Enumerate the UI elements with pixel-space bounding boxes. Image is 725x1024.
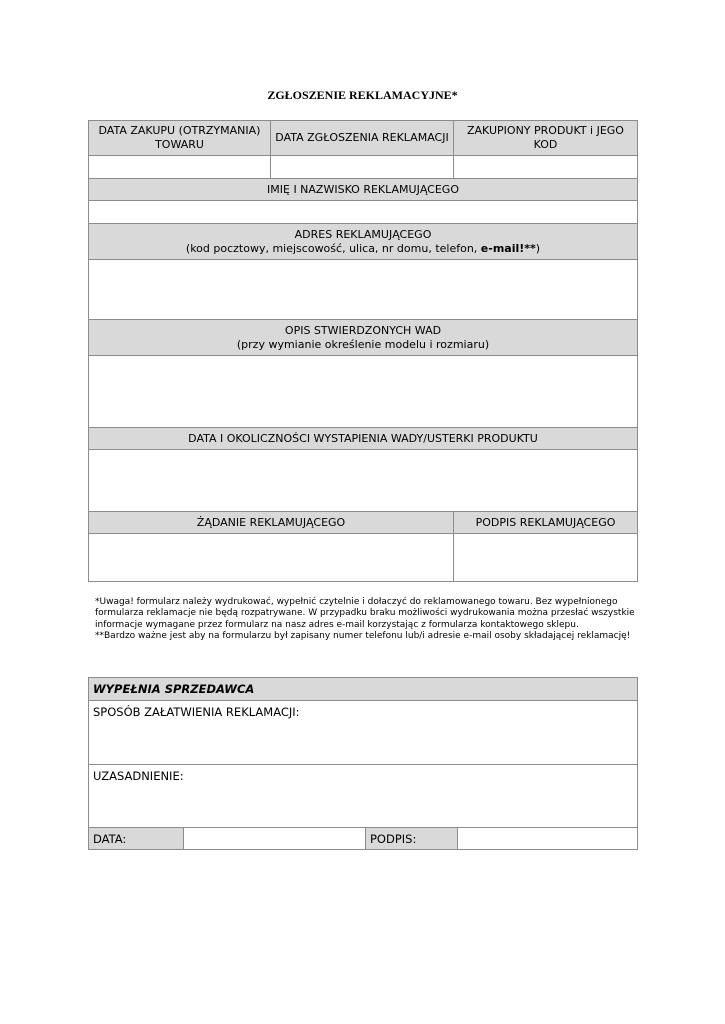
address-subheader: (kod pocztowy, miejscowość, ulica, nr domu, telefon, e-mail!**): [185, 241, 541, 255]
defects-field[interactable]: [89, 356, 638, 428]
seller-date-label: DATA:: [89, 828, 184, 850]
circumstances-field[interactable]: [89, 450, 638, 512]
seller-signature-label: PODPIS:: [366, 828, 458, 850]
purchase-date-field[interactable]: [89, 156, 271, 179]
complaint-form-table: [88, 120, 638, 582]
email-emphasis: e-mail!**: [480, 241, 536, 255]
note-contact-required: **Bardzo ważne jest aby na formularzu był zapisany numer telefonu lub/i adresie e-mail osoby składającej reklamację!: [95, 631, 631, 642]
resolution-method-field[interactable]: [89, 701, 638, 765]
name-field[interactable]: [89, 201, 638, 224]
defects-header: OPIS STWIERDZONYCH WAD: [284, 323, 442, 337]
address-header: ADRES REKLAMUJĄCEGO: [294, 227, 432, 241]
complaint-date-field[interactable]: [271, 156, 454, 179]
complaint-date-header: DATA ZGŁOSZENIA REKLAMACJI: [271, 121, 454, 156]
page-title: ZGŁOSZENIE REKLAMACYJNE*: [267, 88, 458, 102]
justification-field[interactable]: [89, 765, 638, 828]
defects-header-cell: [89, 320, 638, 356]
demand-field[interactable]: [89, 534, 454, 582]
justification-label: UZASADNIENIE:: [93, 769, 184, 783]
signature-field[interactable]: [454, 534, 638, 582]
purchase-date-header: DATA ZAKUPU (OTRZYMANIA) TOWARU: [89, 121, 271, 156]
seller-section-table: [88, 677, 638, 850]
product-header: ZAKUPIONY PRODUKT i JEGO KOD: [454, 121, 638, 156]
signature-header: PODPIS REKLAMUJĄCEGO: [454, 512, 638, 534]
demand-header: ŻĄDANIE REKLAMUJĄCEGO: [89, 512, 454, 534]
seller-header: WYPEŁNIA SPRZEDAWCA: [89, 678, 638, 701]
product-field[interactable]: [454, 156, 638, 179]
note-print-instructions: *Uwaga! formularz należy wydrukować, wypełnić czytelnie i dołaczyć do reklamowanego towaru. Bez wypełnionego formularza reklamacje nie będą rozpatrywane. W przypadku braku możliwości wydrukowania można przesłać wszystkie informacje wymagane przez formularz na nasz adres e-mail korzystając z formularza kontaktowego sklepu.: [95, 597, 635, 630]
address-header-cell: [89, 224, 638, 260]
form-notes: [95, 597, 635, 643]
defects-subheader: (przy wymianie określenie modelu i rozmiaru): [236, 337, 490, 351]
circumstances-header: DATA I OKOLICZNOŚCI WYSTAPIENIA WADY/USTERKI PRODUKTU: [89, 428, 638, 450]
seller-date-field[interactable]: [184, 828, 366, 850]
address-field[interactable]: [89, 260, 638, 320]
name-header: IMIĘ I NAZWISKO REKLAMUJĄCEGO: [89, 179, 638, 201]
resolution-method-label: SPOSÓB ZAŁATWIENIA REKLAMACJI:: [93, 705, 300, 719]
seller-signature-field[interactable]: [458, 828, 638, 850]
